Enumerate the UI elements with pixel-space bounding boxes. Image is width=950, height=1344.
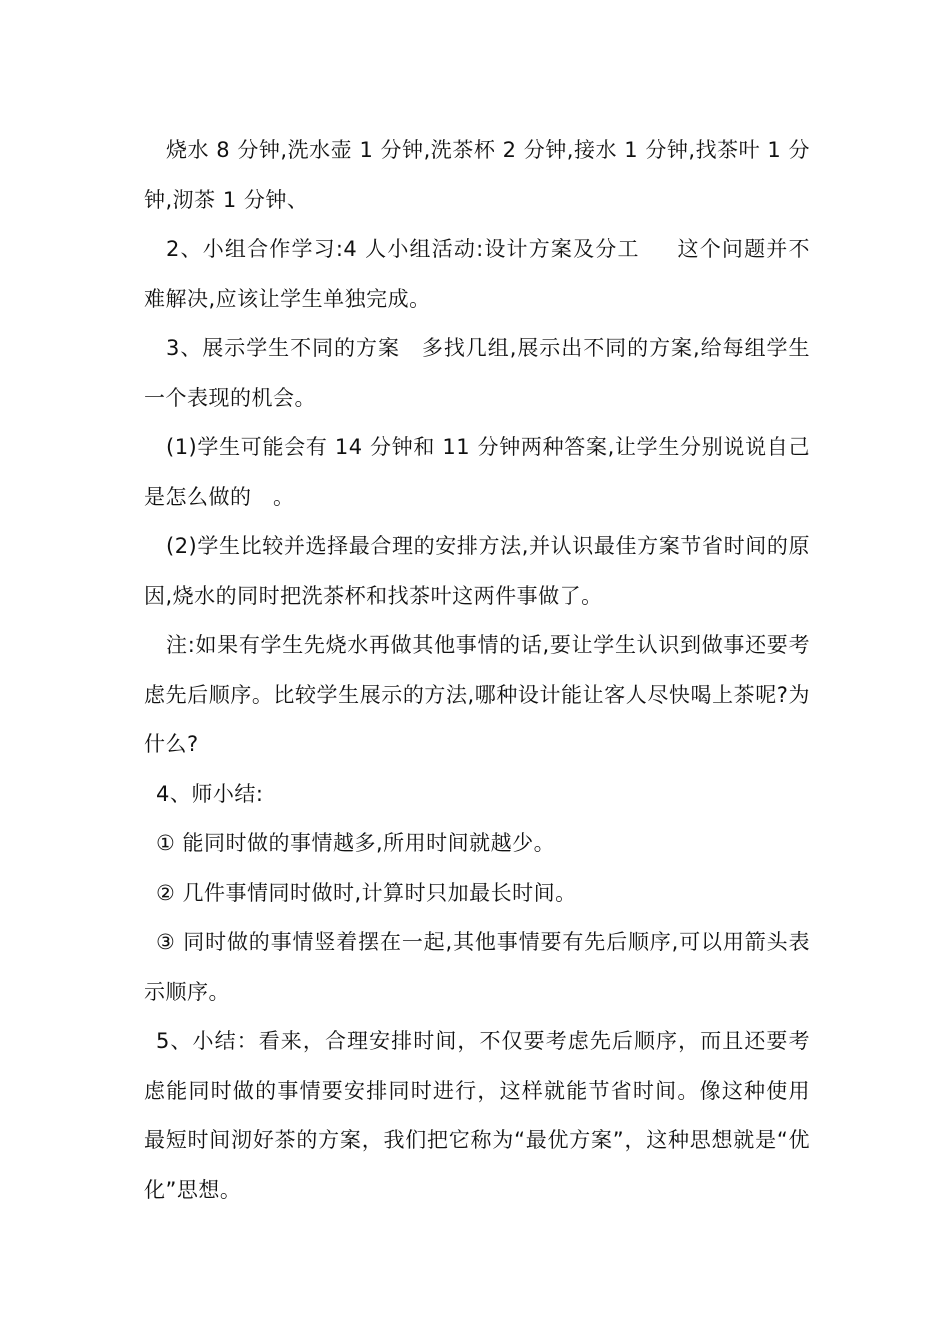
list-item-circled-3: ③ 同时做的事情竖着摆在一起,其他事情要有先后顺序,可以用箭头表示顺序。 (144, 930, 810, 1004)
paragraph-step-3: 3、展示学生不同的方案 多找几组,展示出不同的方案,给每组学生一个表现的机会。 (144, 336, 810, 410)
paragraph-step-4-heading: 4、师小结: (156, 781, 264, 806)
paragraph-step-5-summary: 5、小结：看来，合理安排时间，不仅要考虑先后顺序，而且还要考虑能同时做的事情要安排同时进行，这样就能节省时间。像这种使用最短时间沏好茶的方案，我们把它称为“最优方案”，这种思想就是“优化”思想。 (144, 1029, 810, 1202)
paragraph-sub-2: (2)学生比较并选择最合理的安排方法,并认识最佳方案节省时间的原因,烧水的同时把洗茶杯和找茶叶这两件事做了。 (144, 534, 810, 608)
paragraph-step-2: 2、小组合作学习:4 人小组活动:设计方案及分工 这个问题并不难解决,应该让学生单独完成。 (144, 237, 810, 311)
paragraph-sub-1: (1)学生可能会有 14 分钟和 11 分钟两种答案,让学生分别说说自己是怎么做的 。 (144, 435, 810, 509)
paragraph-note: 注:如果有学生先烧水再做其他事情的话,要让学生认识到做事还要考虑先后顺序。比较学生展示的方法,哪种设计能让客人尽快喝上茶呢?为什么? (144, 633, 810, 756)
list-item-circled-2: ② 几件事情同时做时,计算时只加最长时间。 (156, 880, 577, 905)
list-item-circled-1: ① 能同时做的事情越多,所用时间就越少。 (156, 831, 556, 855)
paragraph-time-list: 烧水 8 分钟,洗水壶 1 分钟,洗茶杯 2 分钟,接水 1 分钟,找茶叶 1 分钟,沏茶 1 分钟、 (144, 138, 810, 212)
document-body (144, 126, 810, 1215)
